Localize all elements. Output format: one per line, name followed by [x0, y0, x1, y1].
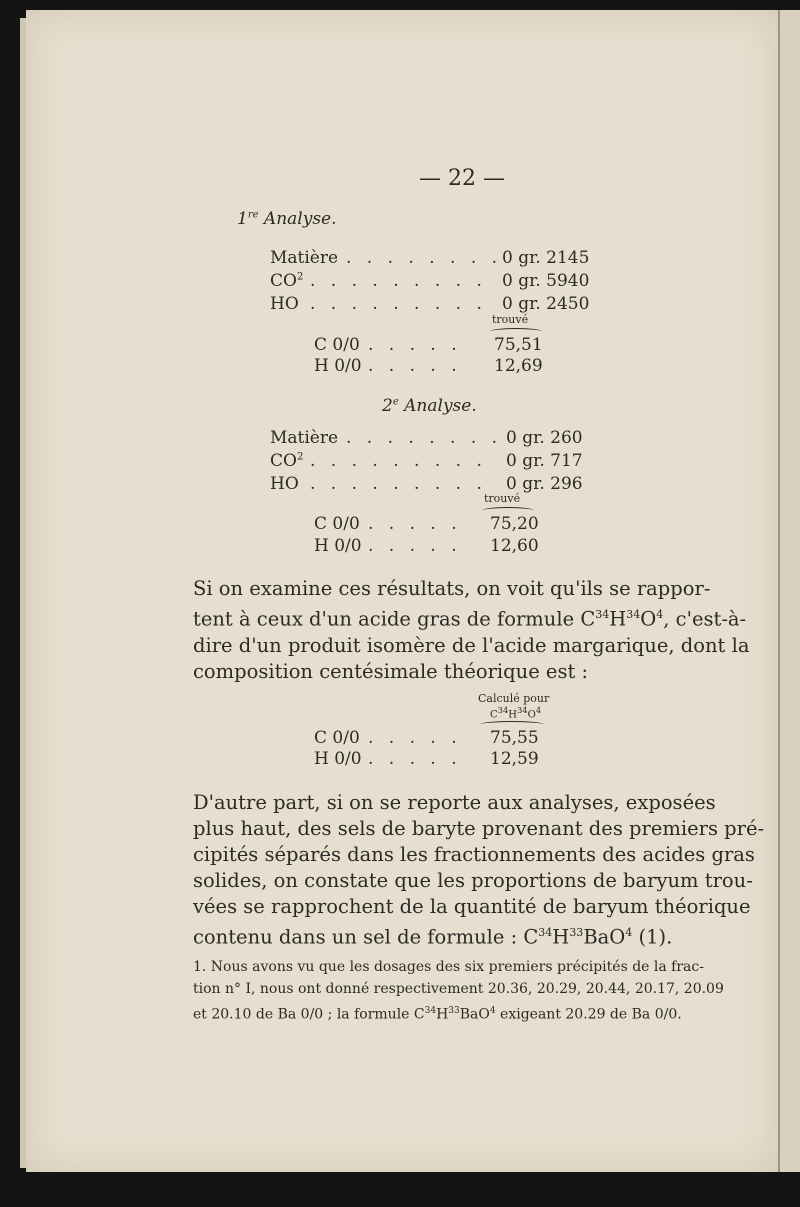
- document-page: [26, 10, 778, 1172]
- adjacent-page-edge: [778, 10, 800, 1172]
- page-number: — 22 —: [419, 166, 505, 191]
- analysis-2-row-ho: HO . . . . . . . . . 0 gr. 296: [270, 474, 583, 494]
- analysis-1-row-co2: $CO^2$ . . . . . . . . . 0 gr. 5940: [270, 271, 590, 291]
- analysis-1-brace: [490, 328, 542, 335]
- analysis-1-row-matiere: Matière . . . . . . . . 0 gr. 2145: [270, 248, 590, 268]
- analysis-2-brace: [482, 507, 534, 514]
- analysis-2-result-h: H 0/0 . . . . . 12,60: [314, 536, 539, 556]
- analysis-2-row-matiere: Matière . . . . . . . . 0 gr. 260: [270, 428, 583, 448]
- analysis-1-found-label: trouvé: [492, 313, 529, 326]
- analysis-1-row-ho: HO . . . . . . . . . 0 gr. 2450: [270, 294, 590, 314]
- analysis-1-heading: 1re Analyse.: [237, 209, 337, 229]
- analysis-2-row-co2: $CO^2$ . . . . . . . . . 0 gr. 717: [270, 451, 583, 471]
- analysis-1-result-c: C 0/0 . . . . . 75,51: [314, 335, 543, 355]
- analysis-2-found-label: trouvé: [484, 492, 521, 505]
- calculated-result-h: H 0/0 . . . . . 12,59: [314, 749, 539, 769]
- calculated-label: Calculé pour: [478, 692, 550, 705]
- calculated-brace: [480, 721, 544, 728]
- analysis-2-heading: 2e Analyse.: [382, 396, 477, 416]
- calculated-formula: $C^{34}H^{34}O^4$: [490, 705, 542, 721]
- analysis-1-result-h: H 0/0 . . . . . 12,69: [314, 356, 543, 376]
- analysis-2-result-c: C 0/0 . . . . . 75,20: [314, 514, 539, 534]
- paragraph-2: D'autre part, si on se reporte aux analyses, exposées plus haut, des sels de baryte provenant des premiers pré- cipités séparés dans les fractionnements des acides gras solides, on constate que les proportions de baryum trou- vées se rapprochent de la quantité de baryum théorique contenu dans un sel de formule : $C^{34}H^{33}BaO^4$ (1).: [193, 791, 765, 949]
- footnote: 1. Nous avons vu que les dosages des six premiers précipités de la frac- tion n° I, nous ont donné respectivement 20.36, 20.29, 20.44, 20.17, 20.09 et 20.10 de Ba 0/0 ; la formule $C^{34}H^{33}BaO^4$ exigeant 20.29 de Ba 0/0.: [193, 959, 724, 1023]
- paragraph-1: Si on examine ces résultats, on voit qu'ils se rappor- tent à ceux d'un acide gras de formule $C^{34}H^{34}O^4$, c'est-à- dire d'un produit isomère de l'acide margarique, dont la composition centésimale théorique est :: [193, 577, 750, 683]
- calculated-result-c: C 0/0 . . . . . 75,55: [314, 728, 539, 748]
